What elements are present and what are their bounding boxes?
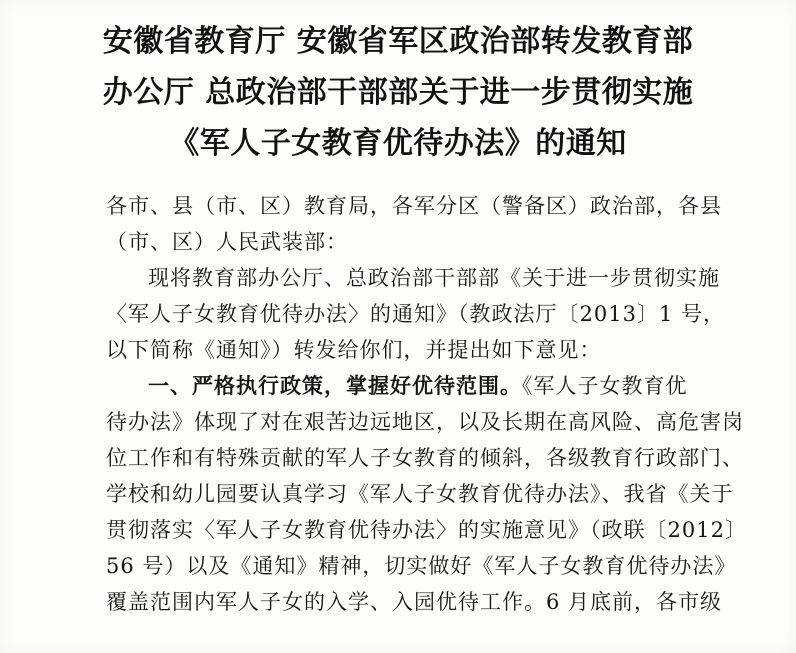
section-1-heading: 一、严格执行政策，掌握好优待范围。 xyxy=(148,374,522,398)
intro-line-1: 现将教育部办公厅、总政治部干部部《关于进一步贯彻实施 xyxy=(148,266,720,290)
section-1-line-5: 贯彻落实〈军人子女教育优待办法〉的实施意见》（政联〔2012〕 xyxy=(106,518,747,542)
section-1-line-2: 待办法》体现了对在艰苦边远地区，以及长期在高风险、高危害岗 xyxy=(106,410,744,434)
section-1-first-line-text: 《军人子女教育优 xyxy=(522,374,688,398)
intro-line-2: 〈军人子女教育优待办法〉的通知》（教政法厅〔2013〕1 号， xyxy=(106,302,725,326)
intro-line-3: 以下简称《通知》）转发给你们，并提出如下意见： xyxy=(106,338,602,362)
section-1-line-6: 56 号）以及《通知》精神，切实做好《军人子女教育优待办法》 xyxy=(106,554,737,578)
document-title xyxy=(50,16,746,169)
title-line-3: 《军人子女教育优待办法》的通知 xyxy=(169,126,627,161)
section-1-line-3: 位工作和有特殊贡献的军人子女教育的倾斜，各级教育行政部门、 xyxy=(106,446,744,470)
section-1-first-line xyxy=(106,368,686,404)
addressee-line-2: （市、区）人民武装部： xyxy=(106,230,348,254)
section-1-line-4: 学校和幼儿园要认真学习《军人子女教育优待办法》、我省《关于 xyxy=(106,482,734,506)
document-body xyxy=(106,188,747,620)
title-line-1: 安徽省教育厅 安徽省军区政治部转发教育部 xyxy=(102,24,694,59)
section-1-line-7: 覆盖范围内军人子女的入学、入园优待工作。6 月底前，各市级 xyxy=(106,590,723,614)
addressee-line-1: 各市、县（市、区）教育局，各军分区（警备区）政治部，各县 xyxy=(106,194,722,218)
title-line-2: 办公厅 总政治部干部部关于进一步贯彻实施 xyxy=(102,75,694,110)
